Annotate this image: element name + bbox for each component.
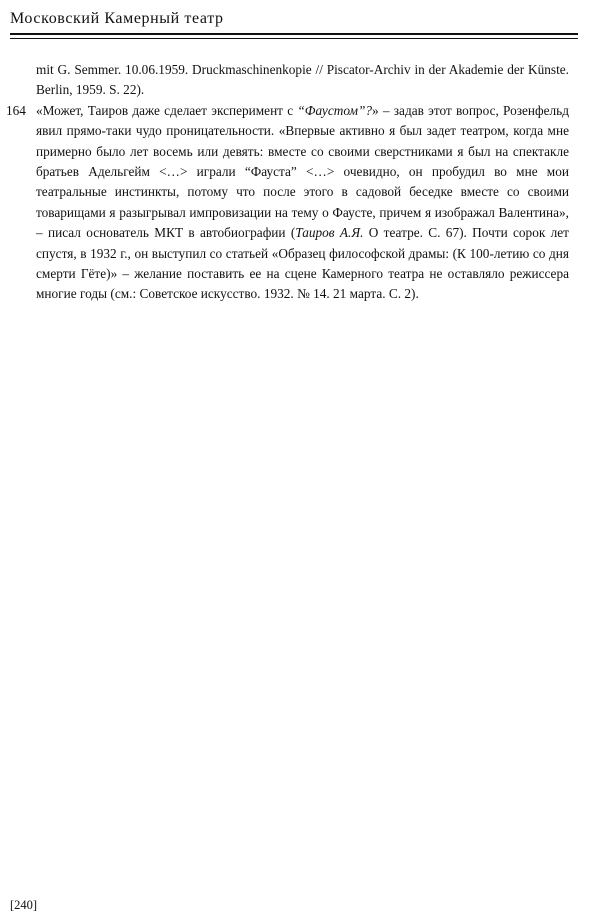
endnote-italic-title: “Фаустом”? xyxy=(297,102,373,118)
endnote-continuation-text: mit G. Semmer. 10.06.1959. Druckmaschinenkopie // Piscator-Archiv in der Akademie der Künste. Berlin, 1959. S. 22). xyxy=(36,62,569,98)
running-head: Московский Камерный театр xyxy=(10,10,224,27)
endnote-164 xyxy=(6,101,569,305)
header-rule-thick xyxy=(10,33,578,35)
endnote-text-part: О театре. С. 67). Почти сорок лет спустя, в 1932 г., он выступил со статьей «Образец философской драмы: (К 100-летию со дня смерти Гёте)» – желание поставить ее на сцене Камерного театра не оставляло режиссера многие годы (см.: Советское искусство. 1932. № 14. 21 марта. С. 2). xyxy=(36,225,569,302)
endnote-number: 164 xyxy=(6,102,26,118)
endnote-text-part: » – задав этот вопрос, Розенфельд явил прямо-таки чудо проницательности. «Впервые активно я был задет театром, когда мне примерно было лет восемь или девять: вместе со своими сверстниками я был на спектакле братьев Адельгейм <…> играли “Фауста” <…> очевидно, он пробудил во мне мои театральные инстинкты, потому что после этого в садовой беседке вместе со своими товарищами я разыгрывал импровизации на тему о Фаусте, причем я изображал Валентина», – писал основатель МКТ в автобиографии ( xyxy=(36,102,569,241)
page-number: [240] xyxy=(10,898,38,912)
endnote-italic-author: Таиров А.Я. xyxy=(295,225,364,241)
endnote-text-part: «Может, Таиров даже сделает эксперимент с xyxy=(36,102,298,118)
endnotes xyxy=(6,60,569,305)
endnote-continuation xyxy=(36,60,569,101)
header-rule-thin xyxy=(10,38,578,39)
